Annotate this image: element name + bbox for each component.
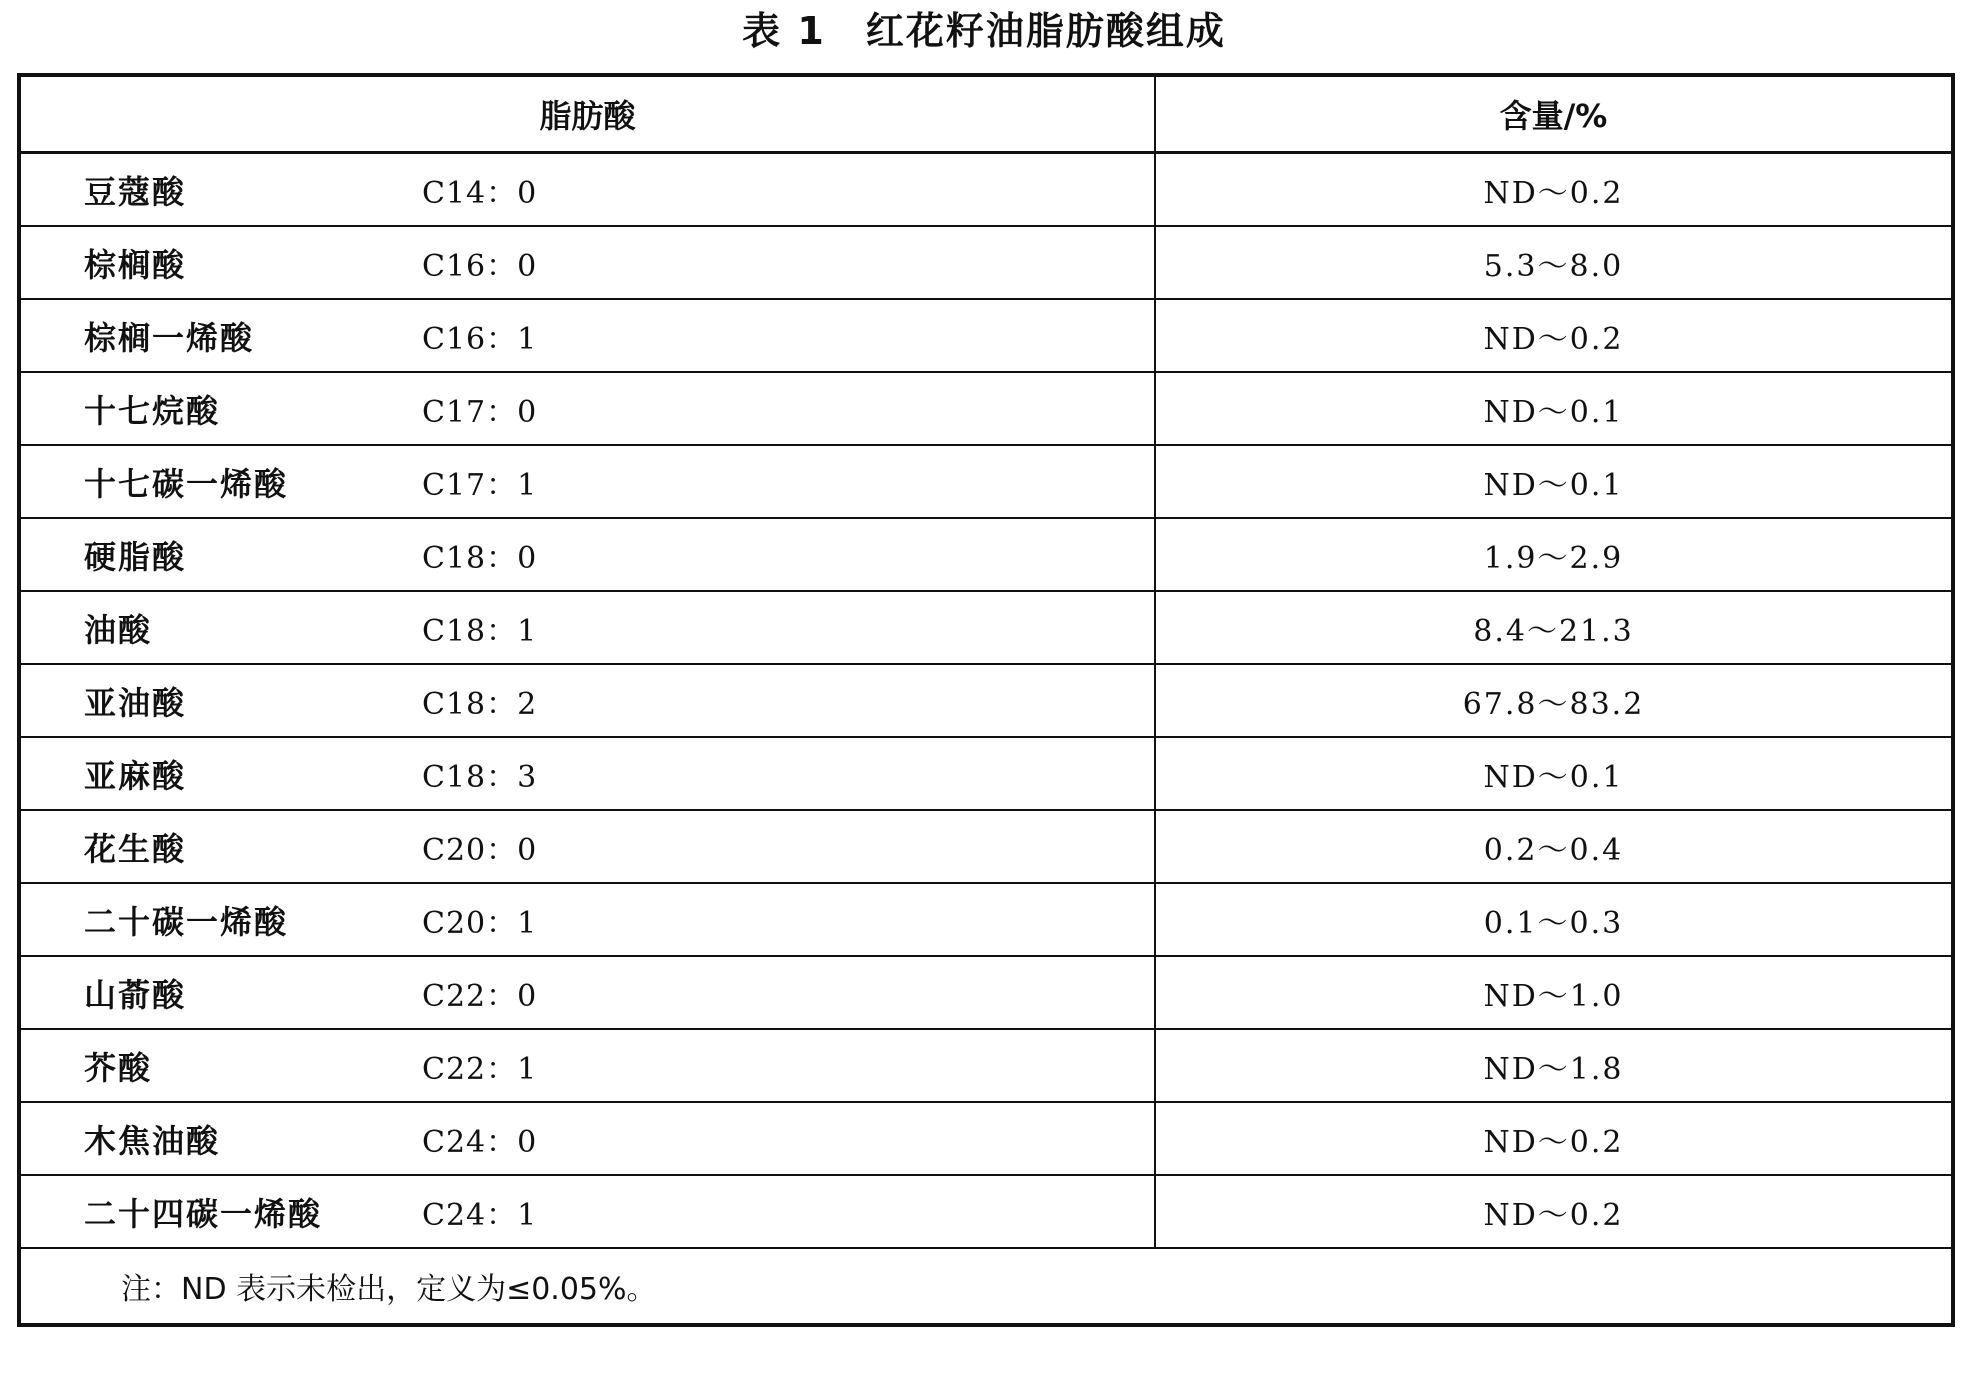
- table-row: [19, 737, 1953, 810]
- acid-formula: C24：1: [422, 1197, 538, 1233]
- acid-name: 棕榈一烯酸: [84, 318, 255, 357]
- table-row: [19, 956, 1953, 1029]
- acid-formula: C17：1: [422, 467, 538, 503]
- acid-name: 亚油酸: [84, 683, 187, 722]
- acid-name: 芥酸: [84, 1048, 153, 1087]
- acid-name: 十七碳一烯酸: [84, 464, 289, 503]
- acid-formula: C18：2: [422, 686, 538, 722]
- acid-formula: C22：1: [422, 1051, 538, 1087]
- acid-content: ND～1.0: [1155, 956, 1953, 1029]
- acid-formula: C20：0: [422, 832, 538, 868]
- acid-content: ND～0.1: [1155, 372, 1953, 445]
- acid-content: 5.3～8.0: [1155, 226, 1953, 299]
- table-row: [19, 1029, 1953, 1102]
- acid-name: 二十碳一烯酸: [84, 902, 289, 941]
- table-row: [19, 372, 1953, 445]
- acid-formula: C17：0: [422, 394, 538, 430]
- acid-formula: C18：0: [422, 540, 538, 576]
- acid-content: ND～1.8: [1155, 1029, 1953, 1102]
- table-row: [19, 883, 1953, 956]
- table-row: [19, 664, 1953, 737]
- acid-formula: C16：0: [422, 248, 538, 284]
- table-row: [19, 591, 1953, 664]
- acid-name: 二十四碳一烯酸: [84, 1194, 323, 1233]
- table-note: 注：ND 表示未检出，定义为≤0.05%。: [19, 1248, 1953, 1325]
- table-row: [19, 226, 1953, 299]
- acid-formula: C24：0: [422, 1124, 538, 1160]
- acid-name: 硬脂酸: [84, 537, 187, 576]
- acid-name: 豆蔻酸: [84, 172, 187, 211]
- acid-formula: C22：0: [422, 978, 538, 1014]
- table-row: [19, 445, 1953, 518]
- acid-content: ND～0.2: [1155, 1102, 1953, 1175]
- acid-content: 1.9～2.9: [1155, 518, 1953, 591]
- acid-name: 油酸: [84, 610, 153, 649]
- table-row: [19, 1175, 1953, 1248]
- header-content: 含量/%: [1155, 75, 1953, 153]
- table-note-row: [19, 1248, 1953, 1325]
- table-title: [0, 0, 1968, 62]
- table-row: [19, 518, 1953, 591]
- acid-content: ND～0.2: [1155, 1175, 1953, 1248]
- table-number: 表 1: [742, 9, 826, 53]
- table-title-text: 红花籽油脂肪酸组成: [865, 9, 1226, 53]
- acid-content: ND～0.1: [1155, 445, 1953, 518]
- fatty-acid-table: [17, 73, 1955, 1327]
- acid-formula: C16：1: [422, 321, 538, 357]
- acid-name: 亚麻酸: [84, 756, 187, 795]
- table-header-row: [19, 75, 1953, 153]
- acid-name: 棕榈酸: [84, 245, 187, 284]
- table-row: [19, 810, 1953, 883]
- acid-content: ND～0.1: [1155, 737, 1953, 810]
- acid-content: 67.8～83.2: [1155, 664, 1953, 737]
- acid-content: 0.1～0.3: [1155, 883, 1953, 956]
- header-acid: 脂肪酸: [19, 75, 1155, 153]
- acid-name: 山萮酸: [84, 975, 187, 1014]
- acid-formula: C18：3: [422, 759, 538, 795]
- acid-content: ND～0.2: [1155, 299, 1953, 372]
- acid-formula: C20：1: [422, 905, 538, 941]
- table-row: [19, 153, 1953, 227]
- table-row: [19, 1102, 1953, 1175]
- acid-name: 十七烷酸: [84, 391, 221, 430]
- table-row: [19, 299, 1953, 372]
- acid-formula: C18：1: [422, 613, 538, 649]
- acid-name: 木焦油酸: [84, 1121, 221, 1160]
- acid-content: 0.2～0.4: [1155, 810, 1953, 883]
- acid-name: 花生酸: [84, 829, 187, 868]
- acid-formula: C14：0: [422, 175, 538, 211]
- acid-content: ND～0.2: [1155, 153, 1953, 227]
- acid-content: 8.4～21.3: [1155, 591, 1953, 664]
